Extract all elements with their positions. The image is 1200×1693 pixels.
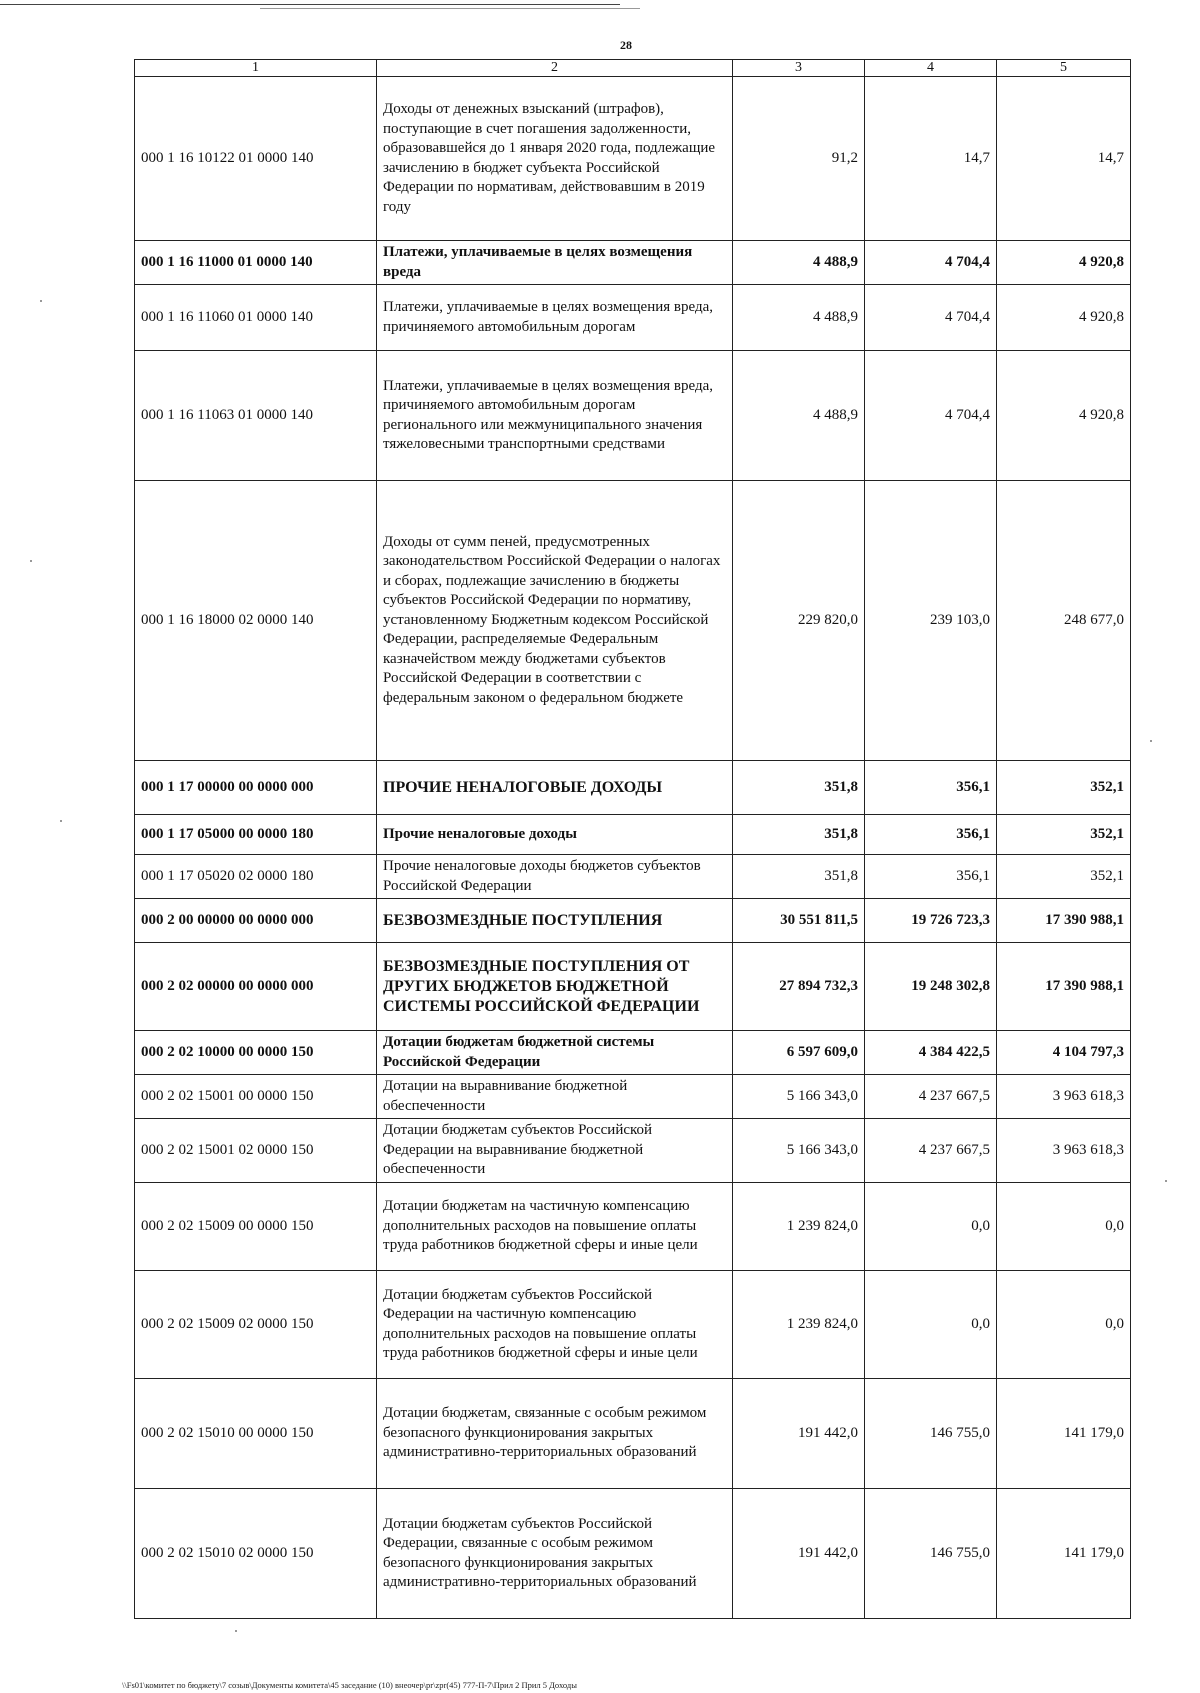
value-col5: 17 390 988,1 bbox=[997, 943, 1131, 1031]
revenue-name: Дотации на выравнивание бюджетной обеспеченности bbox=[377, 1075, 733, 1119]
value-col4: 356,1 bbox=[865, 855, 997, 899]
budget-code: 000 1 16 11000 01 0000 140 bbox=[135, 241, 377, 285]
revenue-name: БЕЗВОЗМЕЗДНЫЕ ПОСТУПЛЕНИЯ ОТ ДРУГИХ БЮДЖЕТОВ БЮДЖЕТНОЙ СИСТЕМЫ РОССИЙСКОЙ ФЕДЕРАЦИИ bbox=[377, 943, 733, 1031]
revenue-name: ПРОЧИЕ НЕНАЛОГОВЫЕ ДОХОДЫ bbox=[377, 761, 733, 815]
budget-code: 000 1 16 11063 01 0000 140 bbox=[135, 351, 377, 481]
value-col3: 1 239 824,0 bbox=[733, 1183, 865, 1271]
value-col3: 351,8 bbox=[733, 761, 865, 815]
revenue-name: Прочие неналоговые доходы bbox=[377, 815, 733, 855]
scan-speck bbox=[1165, 1180, 1167, 1182]
table-row bbox=[135, 1183, 1131, 1271]
revenue-name: Платежи, уплачиваемые в целях возмещения вреда, причиняемого автомобильным дорогам bbox=[377, 285, 733, 351]
revenue-name: Дотации бюджетам субъектов Российской Федерации на выравнивание бюджетной обеспеченности bbox=[377, 1119, 733, 1183]
budget-code: 000 2 00 00000 00 0000 000 bbox=[135, 899, 377, 943]
budget-code: 000 1 17 05000 00 0000 180 bbox=[135, 815, 377, 855]
column-header: 2 bbox=[377, 60, 733, 77]
value-col4: 239 103,0 bbox=[865, 481, 997, 761]
table-row bbox=[135, 1379, 1131, 1489]
table-row bbox=[135, 899, 1131, 943]
table-row bbox=[135, 1119, 1131, 1183]
value-col4: 146 755,0 bbox=[865, 1379, 997, 1489]
value-col5: 141 179,0 bbox=[997, 1379, 1131, 1489]
table-row bbox=[135, 761, 1131, 815]
value-col3: 351,8 bbox=[733, 815, 865, 855]
value-col4: 14,7 bbox=[865, 77, 997, 241]
value-col4: 0,0 bbox=[865, 1271, 997, 1379]
revenue-name: Прочие неналоговые доходы бюджетов субъектов Российской Федерации bbox=[377, 855, 733, 899]
value-col5: 3 963 618,3 bbox=[997, 1119, 1131, 1183]
table-row bbox=[135, 1271, 1131, 1379]
value-col4: 0,0 bbox=[865, 1183, 997, 1271]
value-col4: 4 704,4 bbox=[865, 351, 997, 481]
value-col5: 4 920,8 bbox=[997, 351, 1131, 481]
revenue-name: Платежи, уплачиваемые в целях возмещения вреда bbox=[377, 241, 733, 285]
value-col3: 4 488,9 bbox=[733, 241, 865, 285]
revenue-name: Доходы от денежных взысканий (штрафов), поступающие в счет погашения задолженности, образовавшейся до 1 января 2020 года, подлежащие зачислению в бюджет субъекта Российской Федерации по нормативам, действовавшим в 2019 году bbox=[377, 77, 733, 241]
value-col4: 4 704,4 bbox=[865, 241, 997, 285]
value-col5: 0,0 bbox=[997, 1271, 1131, 1379]
scan-speck bbox=[40, 300, 42, 302]
budget-code: 000 1 17 05020 02 0000 180 bbox=[135, 855, 377, 899]
value-col5: 141 179,0 bbox=[997, 1489, 1131, 1619]
value-col3: 5 166 343,0 bbox=[733, 1075, 865, 1119]
table-row bbox=[135, 77, 1131, 241]
scan-speck bbox=[235, 1630, 237, 1632]
value-col5: 0,0 bbox=[997, 1183, 1131, 1271]
scan-speck bbox=[1150, 740, 1152, 742]
budget-code: 000 1 16 11060 01 0000 140 bbox=[135, 285, 377, 351]
value-col3: 4 488,9 bbox=[733, 351, 865, 481]
file-path-footer: \\Fs01\комитет по бюджету\7 созыв\Документы комитета\45 заседание (10) внеочер\pr\zpr(45) 777-П-7\Прил 2 Прил 5 Доходы bbox=[122, 1680, 577, 1690]
table-row bbox=[135, 855, 1131, 899]
revenue-name: Дотации бюджетам бюджетной системы Российской Федерации bbox=[377, 1031, 733, 1075]
budget-code: 000 2 02 15010 02 0000 150 bbox=[135, 1489, 377, 1619]
revenue-name: Дотации бюджетам на частичную компенсацию дополнительных расходов на повышение оплаты труда работников бюджетной сферы и иные цели bbox=[377, 1183, 733, 1271]
top-rule bbox=[0, 4, 620, 5]
table-row bbox=[135, 351, 1131, 481]
value-col5: 4 104 797,3 bbox=[997, 1031, 1131, 1075]
value-col3: 5 166 343,0 bbox=[733, 1119, 865, 1183]
table-row bbox=[135, 285, 1131, 351]
value-col4: 19 248 302,8 bbox=[865, 943, 997, 1031]
value-col5: 17 390 988,1 bbox=[997, 899, 1131, 943]
column-header: 1 bbox=[135, 60, 377, 77]
revenue-name: Доходы от сумм пеней, предусмотренных законодательством Российской Федерации о налогах и сборах, подлежащие зачислению в бюджеты субъектов Российской Федерации по нормативу, установленному Бюджетным кодексом Российской Федерации, распределяемые Федеральным казначейством между бюджетами субъектов Российской Федерации в соответствии с федеральным законом о федеральном бюджете bbox=[377, 481, 733, 761]
revenue-name: Дотации бюджетам субъектов Российской Федерации на частичную компенсацию дополнительных расходов на повышение оплаты труда работников бюджетной сферы и иные цели bbox=[377, 1271, 733, 1379]
budget-code: 000 1 16 18000 02 0000 140 bbox=[135, 481, 377, 761]
column-number-row bbox=[135, 60, 1131, 77]
revenue-name: Платежи, уплачиваемые в целях возмещения вреда, причиняемого автомобильным дорогам регионального или межмуниципального значения тяжеловесными транспортными средствами bbox=[377, 351, 733, 481]
column-header: 5 bbox=[997, 60, 1131, 77]
budget-code: 000 2 02 15001 00 0000 150 bbox=[135, 1075, 377, 1119]
value-col3: 191 442,0 bbox=[733, 1489, 865, 1619]
budget-code: 000 2 02 00000 00 0000 000 bbox=[135, 943, 377, 1031]
value-col5: 352,1 bbox=[997, 761, 1131, 815]
table-row bbox=[135, 943, 1131, 1031]
budget-code: 000 1 17 00000 00 0000 000 bbox=[135, 761, 377, 815]
table-row bbox=[135, 241, 1131, 285]
value-col5: 248 677,0 bbox=[997, 481, 1131, 761]
page-number: 28 bbox=[620, 38, 632, 52]
revenue-name: БЕЗВОЗМЕЗДНЫЕ ПОСТУПЛЕНИЯ bbox=[377, 899, 733, 943]
value-col4: 4 384 422,5 bbox=[865, 1031, 997, 1075]
value-col5: 352,1 bbox=[997, 855, 1131, 899]
table-row bbox=[135, 1489, 1131, 1619]
value-col3: 191 442,0 bbox=[733, 1379, 865, 1489]
budget-code: 000 2 02 15009 02 0000 150 bbox=[135, 1271, 377, 1379]
revenue-name: Дотации бюджетам, связанные с особым режимом безопасного функционирования закрытых административно-территориальных образований bbox=[377, 1379, 733, 1489]
column-header: 3 bbox=[733, 60, 865, 77]
value-col5: 14,7 bbox=[997, 77, 1131, 241]
value-col3: 351,8 bbox=[733, 855, 865, 899]
value-col5: 4 920,8 bbox=[997, 241, 1131, 285]
scan-speck bbox=[30, 560, 32, 562]
value-col5: 3 963 618,3 bbox=[997, 1075, 1131, 1119]
value-col3: 6 597 609,0 bbox=[733, 1031, 865, 1075]
value-col4: 146 755,0 bbox=[865, 1489, 997, 1619]
budget-code: 000 2 02 15009 00 0000 150 bbox=[135, 1183, 377, 1271]
value-col4: 19 726 723,3 bbox=[865, 899, 997, 943]
top-rule-secondary bbox=[260, 8, 640, 9]
value-col4: 356,1 bbox=[865, 761, 997, 815]
value-col3: 30 551 811,5 bbox=[733, 899, 865, 943]
value-col3: 4 488,9 bbox=[733, 285, 865, 351]
column-header: 4 bbox=[865, 60, 997, 77]
value-col3: 1 239 824,0 bbox=[733, 1271, 865, 1379]
value-col4: 4 237 667,5 bbox=[865, 1119, 997, 1183]
value-col3: 27 894 732,3 bbox=[733, 943, 865, 1031]
value-col3: 91,2 bbox=[733, 77, 865, 241]
table-row bbox=[135, 481, 1131, 761]
budget-code: 000 2 02 15010 00 0000 150 bbox=[135, 1379, 377, 1489]
revenue-name: Дотации бюджетам субъектов Российской Федерации, связанные с особым режимом безопасного функционирования закрытых административно-территориальных образований bbox=[377, 1489, 733, 1619]
value-col4: 4 237 667,5 bbox=[865, 1075, 997, 1119]
table-row bbox=[135, 1075, 1131, 1119]
budget-code: 000 2 02 15001 02 0000 150 bbox=[135, 1119, 377, 1183]
revenue-table bbox=[134, 59, 1131, 1619]
table-row bbox=[135, 1031, 1131, 1075]
budget-code: 000 1 16 10122 01 0000 140 bbox=[135, 77, 377, 241]
value-col3: 229 820,0 bbox=[733, 481, 865, 761]
value-col4: 356,1 bbox=[865, 815, 997, 855]
value-col5: 4 920,8 bbox=[997, 285, 1131, 351]
scan-speck bbox=[60, 820, 62, 822]
value-col5: 352,1 bbox=[997, 815, 1131, 855]
table-row bbox=[135, 815, 1131, 855]
value-col4: 4 704,4 bbox=[865, 285, 997, 351]
budget-code: 000 2 02 10000 00 0000 150 bbox=[135, 1031, 377, 1075]
